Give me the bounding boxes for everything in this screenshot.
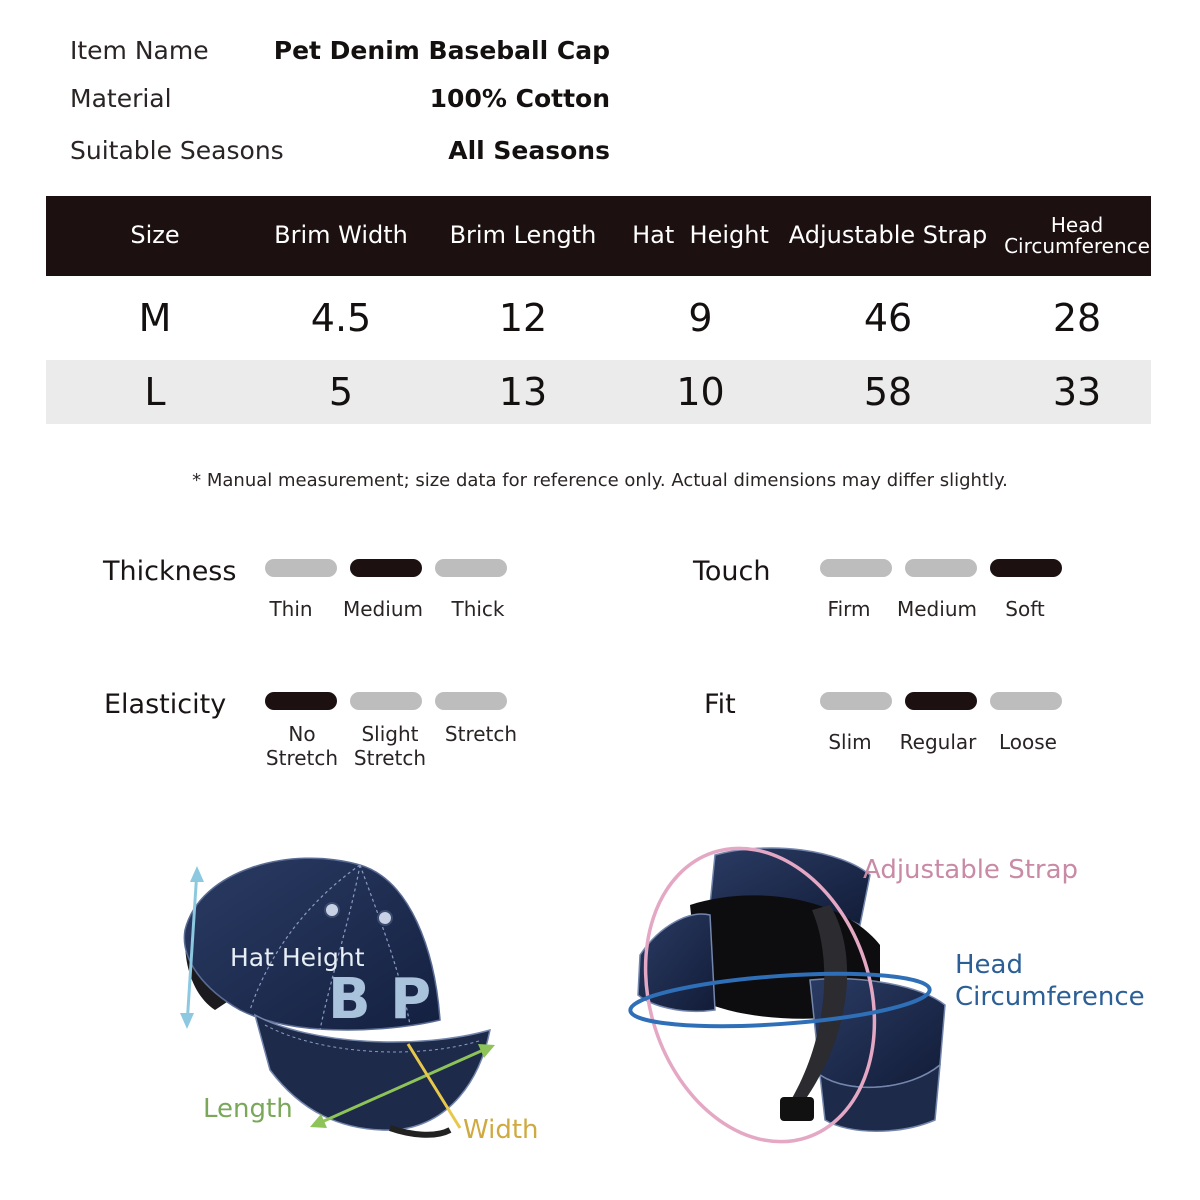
table-cell: L (144, 370, 166, 414)
touch-option-soft: Soft (1005, 597, 1045, 621)
seasons-value: All Seasons (448, 135, 610, 165)
elasticity-pill-stretch (435, 692, 507, 710)
fit-pill-loose (990, 692, 1062, 710)
table-row (46, 360, 1151, 424)
header-size: Size (130, 221, 180, 250)
adjustable-strap-label: Adjustable Strap (863, 855, 1079, 885)
table-cell: M (138, 296, 172, 340)
touch-option-medium: Medium (897, 597, 977, 621)
item-name-value: Pet Denim Baseball Cap (273, 35, 610, 65)
fit-title: Fit (704, 689, 736, 720)
hat-height-label: Hat Height (230, 943, 365, 972)
seasons-label: Suitable Seasons (70, 135, 284, 165)
length-label: Length (203, 1094, 293, 1124)
fit-option-slim: Slim (828, 730, 872, 754)
touch-pill-firm (820, 559, 892, 577)
elasticity-option-no-stretch: No Stretch (265, 722, 339, 770)
table-cell: 5 (328, 370, 354, 414)
measurement-note: * Manual measurement; size data for reference only. Actual dimensions may differ slightly. (192, 470, 1008, 491)
thickness-pill-medium (350, 559, 422, 577)
thickness-title: Thickness (103, 556, 237, 587)
material-value: 100% Cotton (429, 83, 610, 113)
material-label: Material (70, 83, 172, 113)
table-cell: 28 (1052, 296, 1102, 340)
header-brim-length: Brim Length (449, 221, 597, 250)
item-name-label: Item Name (70, 35, 209, 65)
info-seasons (70, 130, 610, 170)
header-hat-height: Hat Height (632, 221, 769, 250)
table-header (46, 196, 1151, 276)
cap-letters: B P (328, 967, 432, 1032)
head-circumference-label-line1: Head (955, 950, 1023, 980)
fit-pill-slim (820, 692, 892, 710)
table-cell: 33 (1052, 370, 1102, 414)
thickness-option-medium: Medium (343, 597, 423, 621)
info-material (70, 78, 610, 118)
width-label: Width (463, 1115, 539, 1145)
table-cell: 4.5 (310, 296, 372, 340)
table-cell: 12 (498, 296, 548, 340)
table-cell: 10 (676, 370, 725, 414)
thickness-option-thin: Thin (269, 597, 313, 621)
thickness-pill-thick (435, 559, 507, 577)
size-table (46, 196, 1151, 424)
elasticity-title: Elasticity (104, 689, 227, 720)
fit-option-loose: Loose (999, 730, 1057, 754)
table-cell: 58 (863, 370, 913, 414)
fit-option-regular: Regular (899, 730, 977, 754)
touch-pill-medium (905, 559, 977, 577)
touch-option-firm: Firm (827, 597, 871, 621)
head-circumference-label-line2: Circumference (955, 982, 1145, 1012)
table-cell: 13 (498, 370, 548, 414)
elasticity-option-stretch: Stretch (444, 722, 518, 746)
elasticity-option-slight-stretch: Slight Stretch (353, 722, 427, 770)
header-brim-width: Brim Width (274, 221, 408, 250)
table-cell: 9 (688, 296, 713, 340)
info-item-name (70, 30, 610, 70)
touch-title: Touch (693, 556, 771, 587)
elasticity-pill-no-stretch (265, 692, 337, 710)
thickness-pill-thin (265, 559, 337, 577)
touch-pill-soft (990, 559, 1062, 577)
table-cell: 46 (863, 296, 913, 340)
table-row (46, 276, 1151, 360)
header-adjustable-strap: Adjustable Strap (788, 221, 988, 250)
fit-pill-regular (905, 692, 977, 710)
elasticity-pill-slight-stretch (350, 692, 422, 710)
thickness-option-thick: Thick (451, 597, 505, 621)
header-head-circumference: Head Circumference (1004, 213, 1150, 258)
